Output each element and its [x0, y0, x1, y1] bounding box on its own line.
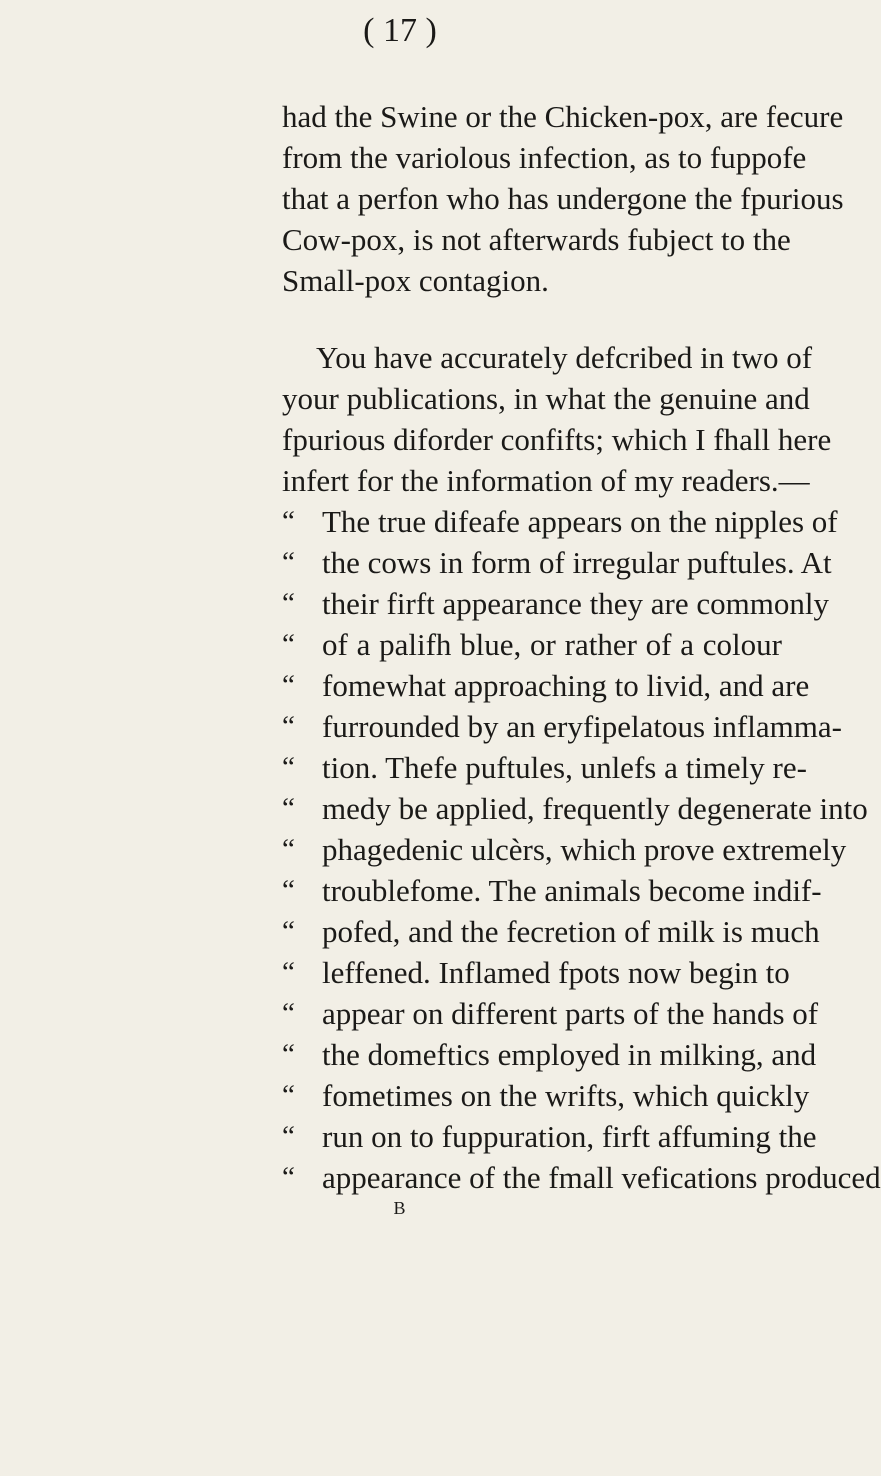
quoted-line: “ their firft appearance they are commonly: [322, 583, 782, 624]
quoted-line: “ the cows in form of irregular puftules. At: [322, 542, 782, 583]
quote-mark: “: [282, 751, 295, 783]
quote-mark: “: [282, 710, 295, 742]
quoted-line: “ The true difeafe appears on the nipples of: [322, 501, 782, 542]
quoted-line: “ furrounded by an eryfipelatous inflamma-: [322, 706, 782, 747]
quote-mark: “: [282, 956, 295, 988]
quoted-line: “ appearance of the fmall vefications produced: [322, 1157, 782, 1198]
quote-mark: “: [282, 874, 295, 906]
quote-mark: “: [282, 833, 295, 865]
quoted-line: “ pofed, and the fecretion of milk is much: [322, 911, 782, 952]
quoted-line: “ the domeftics employed in milking, and: [322, 1034, 782, 1075]
quote-mark: “: [282, 997, 295, 1029]
text-line: fpurious diforder confifts; which I fhall here: [282, 422, 832, 457]
text-line: infert for the information of my readers.—: [282, 463, 810, 498]
quoted-line: “ leffened. Inflamed fpots now begin to: [322, 952, 782, 993]
signature-mark: B: [393, 1198, 407, 1218]
quote-mark: “: [282, 1120, 295, 1152]
quoted-line: “ phagedenic ulcèrs, which prove extremely: [322, 829, 782, 870]
text-line: had the Swine or the Chicken-pox, are fecure: [282, 99, 844, 134]
quote-mark: “: [282, 669, 295, 701]
quote-mark: “: [282, 546, 295, 578]
quote-mark: “: [282, 1161, 295, 1193]
quote-mark: “: [282, 505, 295, 537]
text-line: your publications, in what the genuine and: [282, 381, 810, 416]
quote-mark: “: [282, 1038, 295, 1070]
page-number-header: ( 17 ): [363, 12, 437, 49]
text-line: You have accurately defcribed in two of: [316, 340, 813, 375]
quoted-line: “ medy be applied, frequently degenerate into: [322, 788, 782, 829]
quoted-line: “ appear on different parts of the hands of: [322, 993, 782, 1034]
quote-mark: “: [282, 1079, 295, 1111]
quoted-line: “ fomewhat approaching to livid, and are: [322, 665, 782, 706]
text-line: from the variolous infection, as to fuppofe: [282, 140, 807, 175]
quoted-line: “ fometimes on the wrifts, which quickly: [322, 1075, 782, 1116]
quoted-line: “ of a palifh blue, or rather of a colour: [322, 624, 782, 665]
text-line: Small-pox contagion.: [282, 263, 549, 298]
quote-mark: “: [282, 628, 295, 660]
text-line: that a perfon who has undergone the fpurious: [282, 181, 844, 216]
quoted-line: “ troublefome. The animals become indif-: [322, 870, 782, 911]
quote-mark: “: [282, 915, 295, 947]
quote-mark: “: [282, 792, 295, 824]
quoted-line: “ run on to fuppuration, firft affuming the: [322, 1116, 782, 1157]
quoted-line: “ tion. Thefe puftules, unlefs a timely re-: [322, 747, 782, 788]
text-line: Cow-pox, is not afterwards fubject to the: [282, 222, 791, 257]
quote-mark: “: [282, 587, 295, 619]
